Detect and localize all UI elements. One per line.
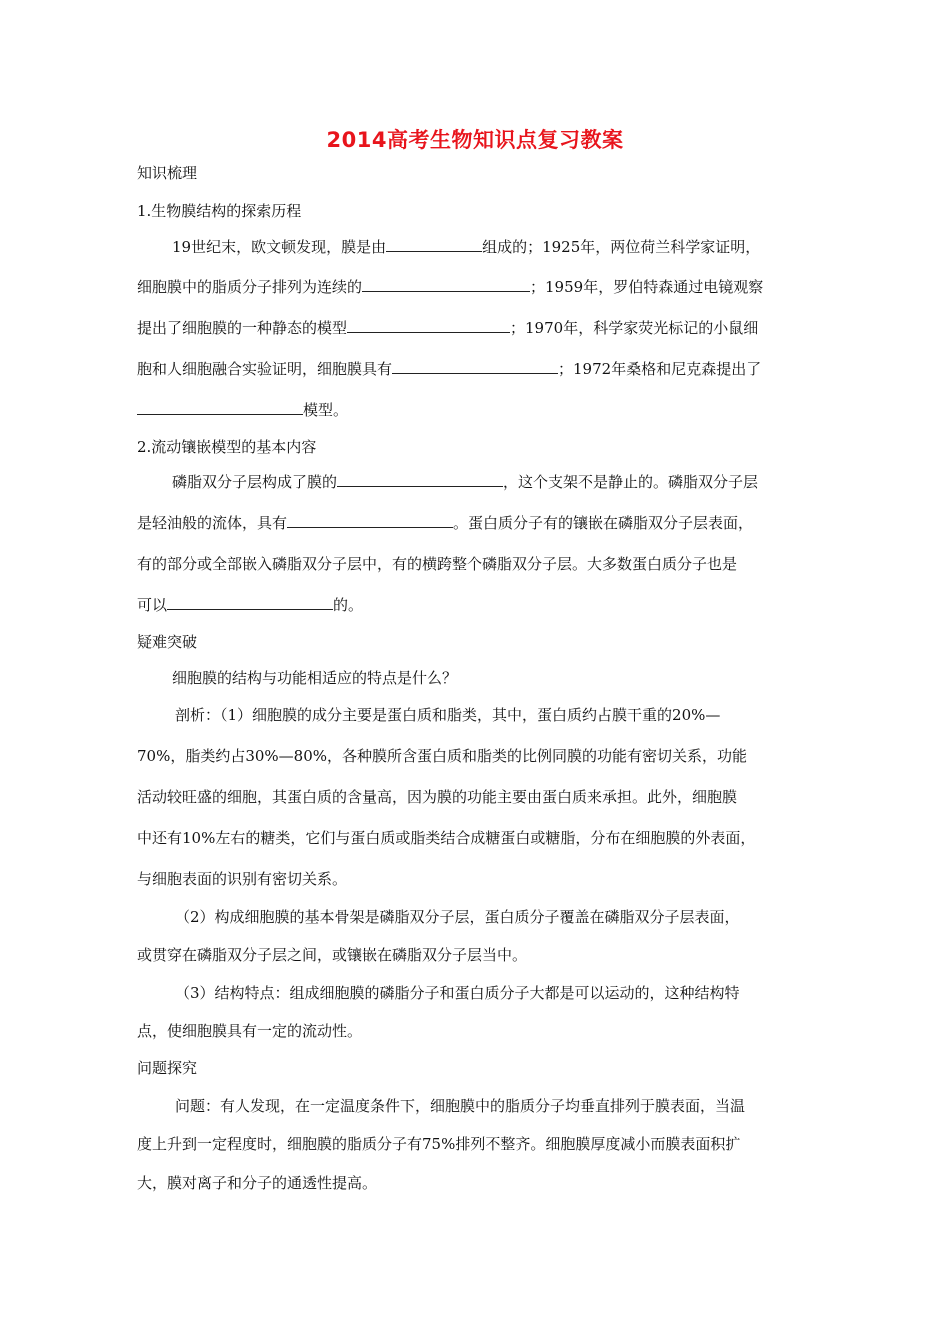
fill-blank[interactable] (392, 359, 558, 374)
subheading-fluid-mosaic: 2.流动镶嵌模型的基本内容 (137, 438, 317, 456)
paragraph-line (137, 595, 363, 615)
text-fragment: 。蛋白质分子有的镶嵌在磷脂双分子层表面， (453, 514, 754, 532)
analysis-line: 剖析：（1）细胞膜的成分主要是蛋白质和脂类，其中，蛋白质约占膜干重的20%— (175, 706, 721, 724)
text-fragment: 磷脂双分子层构成了膜的 (172, 473, 338, 491)
analysis-line: （2）构成细胞膜的基本骨架是磷脂双分子层，蛋白质分子覆盖在磷脂双分子层表面， (175, 908, 740, 926)
text-fragment: 是轻油般的流体，具有 (137, 514, 288, 532)
section-heading-inquiry: 问题探究 (137, 1059, 198, 1077)
paragraph-line (172, 472, 758, 492)
text-fragment: 模型。 (303, 401, 349, 419)
paragraph-line (172, 237, 760, 257)
text-fragment: 可以 (137, 596, 168, 614)
analysis-line: 70%，脂类约占30%—80%，各种膜所含蛋白质和脂类的比例同膜的功能有密切关系，功能 (137, 747, 748, 765)
question-text: 细胞膜的结构与功能相适应的特点是什么？ (172, 669, 458, 687)
fill-blank[interactable] (167, 595, 333, 610)
text-fragment: ；1970年，科学家荧光标记的小鼠细 (510, 319, 759, 337)
text-fragment: 组成的；1925年，两位荷兰科学家证明， (482, 238, 761, 256)
paragraph-line (137, 277, 763, 297)
subheading-exploration: 1.生物膜结构的探索历程 (137, 202, 302, 220)
fill-blank[interactable] (337, 472, 503, 487)
analysis-line: 活动较旺盛的细胞，其蛋白质的含量高，因为膜的功能主要由蛋白质来承担。此外，细胞膜 (137, 788, 738, 806)
text-fragment: ，这个支架不是静止的。磷脂双分子层 (503, 473, 759, 491)
problem-line: 问题：有人发现，在一定温度条件下，细胞膜中的脂质分子均垂直排列于膜表面，当温 (175, 1097, 746, 1115)
text-fragment: ；1959年，罗伯特森通过电镜观察 (530, 278, 764, 296)
document-title: 2014高考生物知识点复习教案 (326, 128, 624, 152)
fill-blank[interactable] (362, 277, 530, 292)
section-heading-difficulty: 疑难突破 (137, 633, 198, 651)
fill-blank[interactable] (287, 513, 453, 528)
fill-blank[interactable] (347, 318, 510, 333)
paragraph-line (137, 318, 758, 338)
text-fragment: 的。 (333, 596, 364, 614)
problem-line: 度上升到一定程度时，细胞膜的脂质分子有75%排列不整齐。细胞膜厚度减小而膜表面积扩 (137, 1135, 741, 1153)
section-heading-knowledge: 知识梳理 (137, 164, 198, 182)
paragraph-line: 有的部分或全部嵌入磷脂双分子层中，有的横跨整个磷脂双分子层。大多数蛋白质分子也是 (137, 555, 738, 573)
text-fragment: 提出了细胞膜的一种静态的模型 (137, 319, 348, 337)
paragraph-line (137, 359, 761, 379)
analysis-line: 点，使细胞膜具有一定的流动性。 (137, 1022, 363, 1040)
paragraph-line (137, 400, 348, 420)
analysis-line: 与细胞表面的识别有密切关系。 (137, 870, 348, 888)
problem-line: 大，膜对离子和分子的通透性提高。 (137, 1174, 378, 1192)
text-fragment: 胞和人细胞融合实验证明，细胞膜具有 (137, 360, 393, 378)
text-fragment: 细胞膜中的脂质分子排列为连续的 (137, 278, 363, 296)
paragraph-line (137, 513, 753, 533)
fill-blank[interactable] (386, 237, 482, 252)
fill-blank[interactable] (137, 400, 303, 415)
text-fragment: ；1972年桑格和尼克森提出了 (558, 360, 762, 378)
analysis-line: 中还有10%左右的糖类，它们与蛋白质或脂类结合成糖蛋白或糖脂，分布在细胞膜的外表面， (137, 829, 756, 847)
text-fragment: 19世纪末，欧文顿发现，膜是由 (172, 238, 387, 256)
analysis-line: 或贯穿在磷脂双分子层之间，或镶嵌在磷脂双分子层当中。 (137, 946, 528, 964)
analysis-line: （3）结构特点：组成细胞膜的磷脂分子和蛋白质分子大都是可以运动的，这种结构特 (175, 984, 740, 1002)
